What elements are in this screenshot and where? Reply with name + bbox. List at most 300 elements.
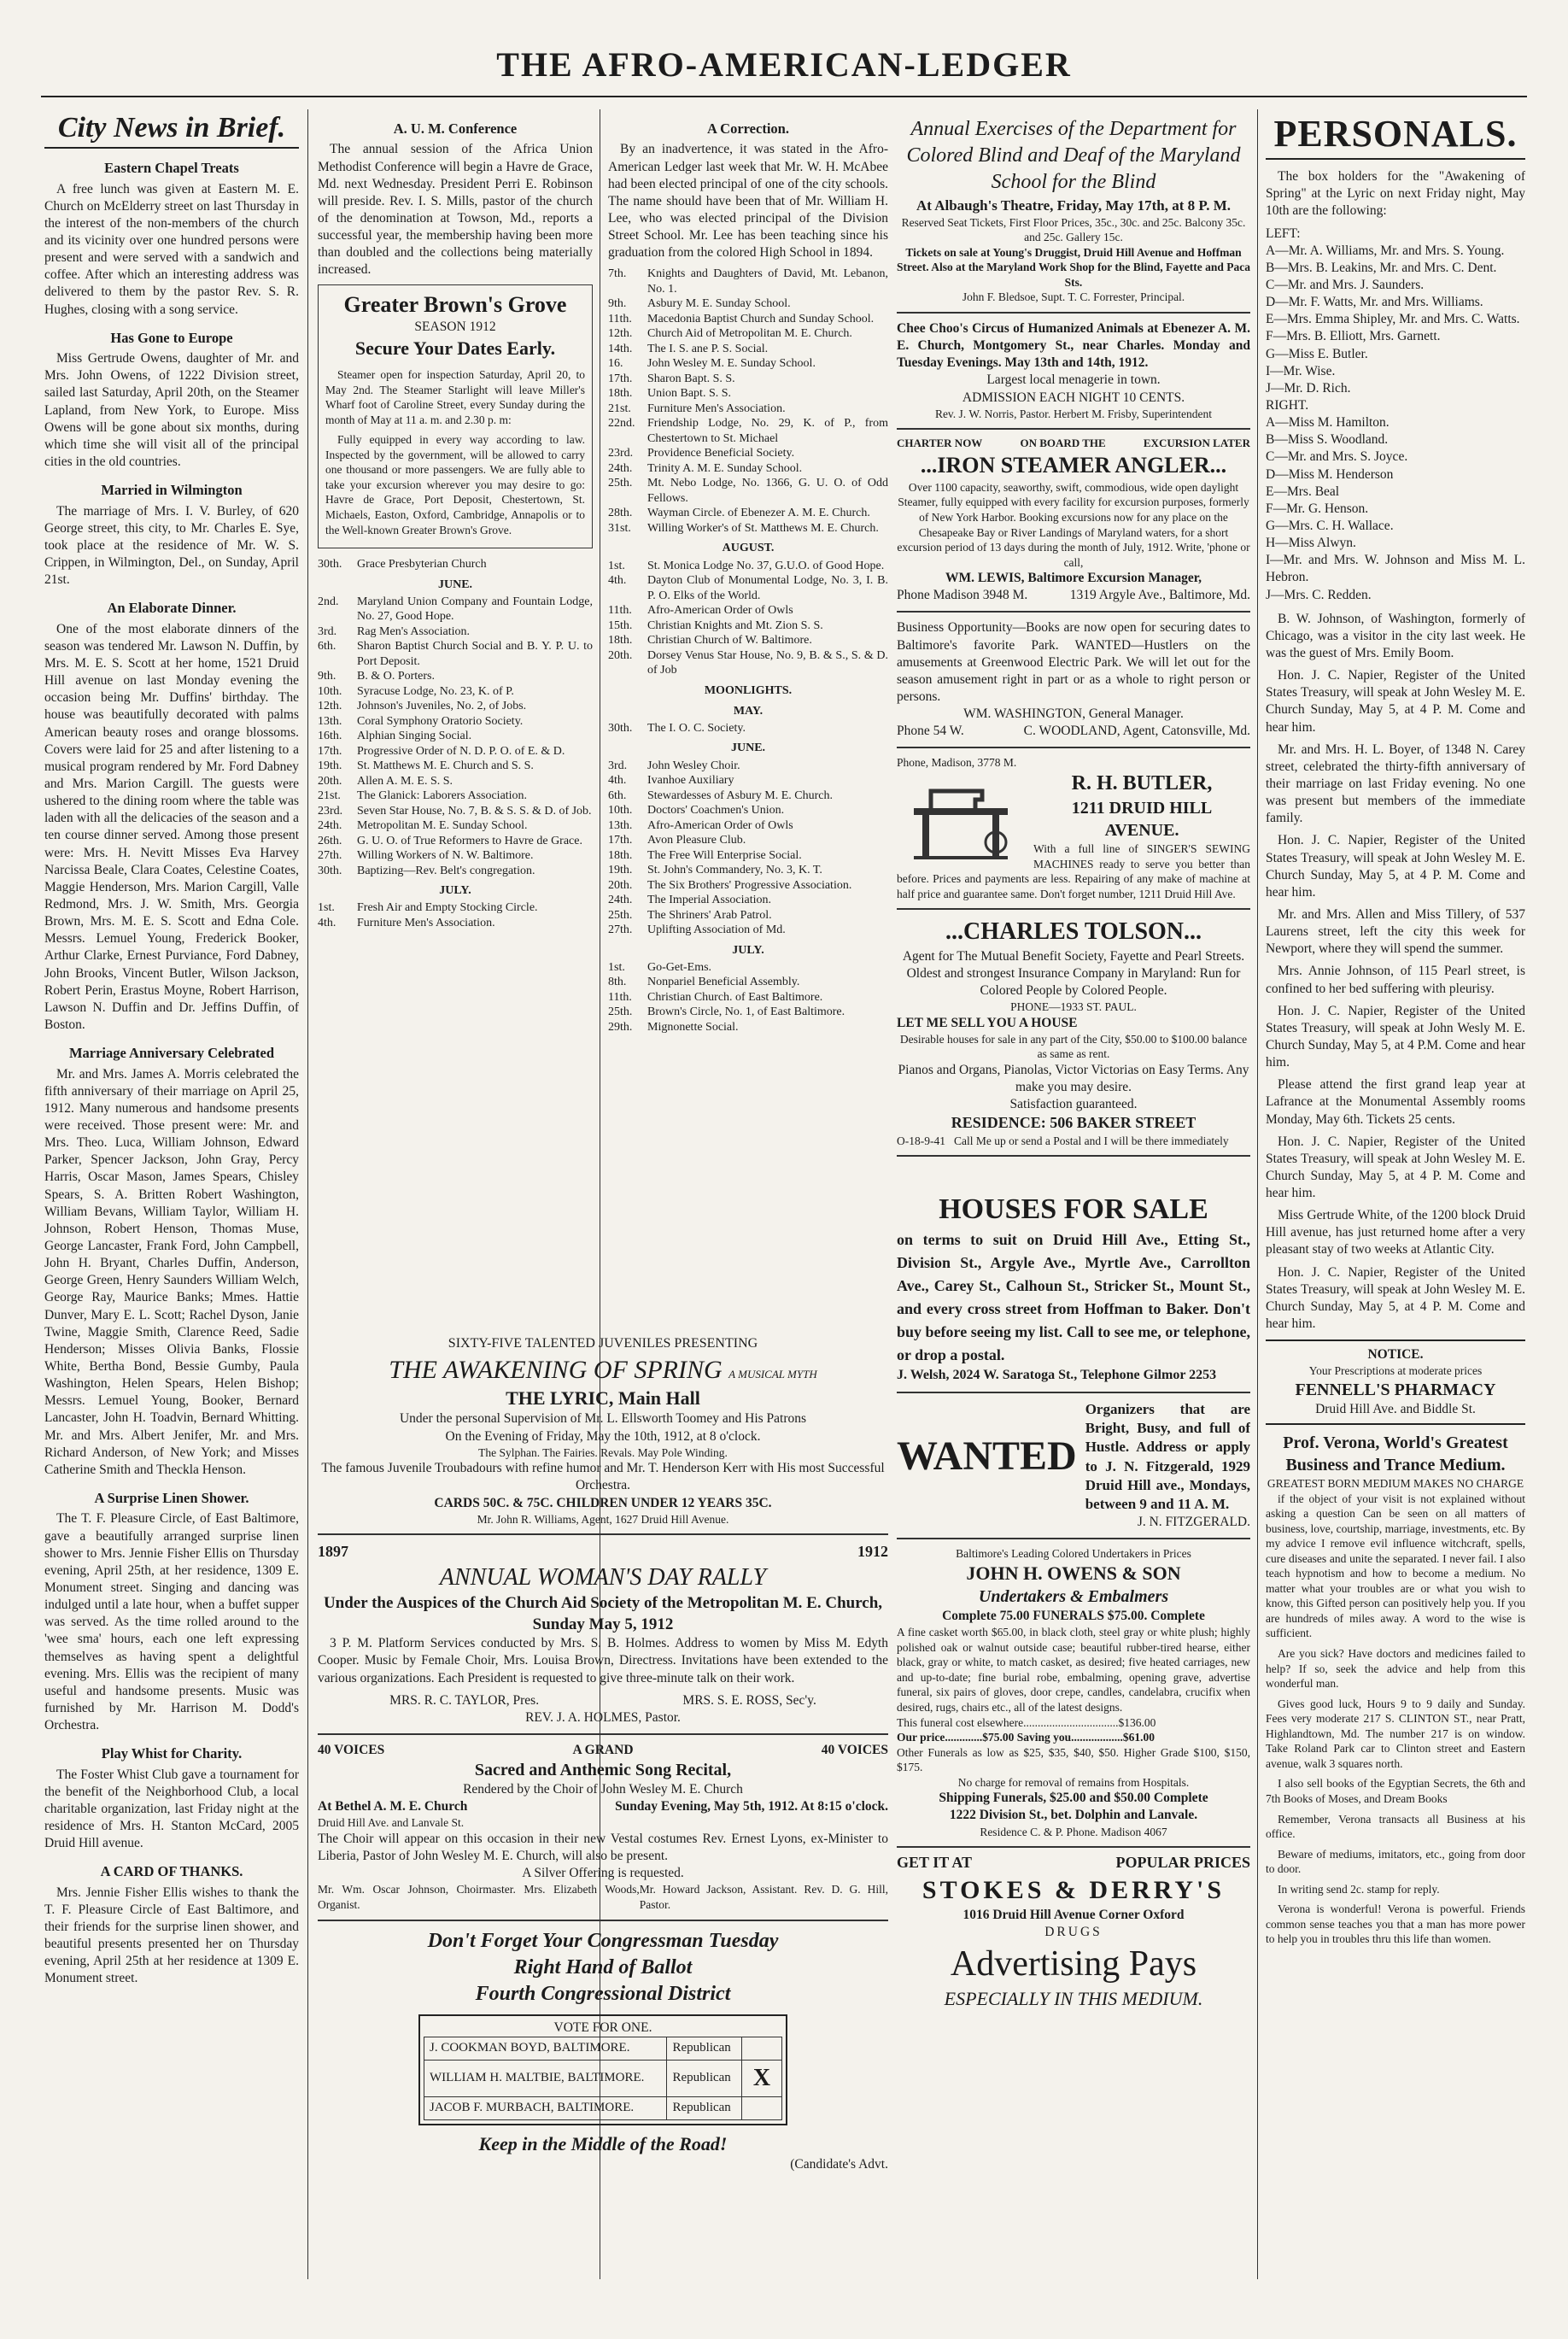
tolson-l3: Desirable houses for sale in any part of the City, $50.00 to $100.00 balance as same as rent. xyxy=(899,1032,1248,1061)
grove-p1: Steamer open for inspection Saturday, April 20, to May 2nd. The Steamer Starlight will leave Miller's Wharf foot of Caroline Street, every Sunday during the month of May at 11 a. m. and 2.30 p. m: xyxy=(325,368,585,426)
calendar-row xyxy=(608,759,888,774)
recital-when xyxy=(318,1798,888,1815)
news-item-title: Married in Wilmington xyxy=(101,482,243,499)
owens-top: Baltimore's Leading Colored Undertakers in Prices xyxy=(956,1546,1191,1560)
calendar-event: John Wesley M. E. Sunday School. xyxy=(647,357,816,371)
calendar-row xyxy=(318,624,593,640)
stokes-adv1: Advertising Pays xyxy=(950,1943,1197,1984)
calendar-event: Uplifting Association of Md. xyxy=(647,923,786,937)
calendar-event: Church Aid of Metropolitan M. E. Church. xyxy=(647,327,852,341)
rally-body: 3 P. M. Platform Services conducted by Mrs. S. B. Holmes. Address to women by Miss M. Edyth Cooper. Music by Female Choir, Mrs. Louisa Brown, Directress. Invitations have been extended to the various organizations. Each President is requested to give three-minute talk on their work. xyxy=(318,1636,888,1685)
calendar-event: Rag Men's Association. xyxy=(357,624,471,638)
ballot-checkbox[interactable] xyxy=(742,2097,782,2120)
personal-item: Mr. and Mrs. H. L. Boyer, of 1348 N. Carey street, celebrated the thirty-fifth anniversary of their marriage on last Friday evening. No one was present but members of the immediate family. xyxy=(1266,742,1525,826)
calendar-row xyxy=(318,639,593,669)
calendar-date: 3rd. xyxy=(318,624,337,638)
awakening-l3: The Sylphan. The Fairies. Revals. May Pole Winding. xyxy=(478,1445,728,1459)
ballot xyxy=(418,2014,787,2125)
calendar-event: The Six Brothers' Progressive Association. xyxy=(647,878,852,892)
blind-ad xyxy=(897,109,1250,314)
calendar-row xyxy=(608,461,888,477)
calendar-row xyxy=(608,402,888,417)
tolson-l7: Call Me up or send a Postal and I will be there immediately xyxy=(954,1134,1229,1147)
grove-ad xyxy=(318,284,593,549)
calendar-event: Christian Church. of East Baltimore. xyxy=(647,990,823,1004)
box-holder-entry: G—Mrs. C. H. Wallace. xyxy=(1266,519,1394,533)
calendar-date: 17th. xyxy=(608,834,633,847)
stokes-left: GET IT AT xyxy=(897,1854,973,1872)
ads-column xyxy=(897,109,1250,2279)
stokes-ad xyxy=(897,1848,1250,2012)
circus-ad xyxy=(897,314,1250,430)
wanted-row xyxy=(897,1400,1250,1514)
verona-sub: GREATEST BORN MEDIUM MAKES NO CHARGE xyxy=(1267,1477,1524,1491)
blind-sale: Tickets on sale at Young's Druggist, Druid Hill Avenue and Hoffman Street. Also at the Maryland Work Shop for the Blind, Fayette and Paca Sts. xyxy=(897,245,1250,289)
tolson-ad xyxy=(897,910,1250,1157)
stokes-adv2: ESPECIALLY IN THIS MEDIUM. xyxy=(944,1988,1203,2010)
calendar-event: Dayton Club of Monumental Lodge, No. 3, I. B. P. O. Elks of the World. xyxy=(647,574,888,602)
calendar-date: 25th. xyxy=(608,477,633,490)
calendar-event: Brown's Circle, No. 1, of East Baltimore. xyxy=(647,1005,845,1019)
personal-item: Miss Gertrude White, of the 1200 block Druid Hill avenue, has just returned home after a very pleasant stay of two weeks at Atlantic City. xyxy=(1266,1208,1525,1257)
box-holder-entry: B—Miss S. Woodland. xyxy=(1266,432,1389,448)
calendar-row xyxy=(608,356,888,372)
butler-body: With a full line of SINGER'S SEWING MACHINES ready to serve you better than before. Prices and payments are less. Repairing of any make of machine at half price and guarantee same. Don't forget number, 1211 Druid Hill Ave. xyxy=(897,842,1250,900)
calendar-row xyxy=(318,699,593,714)
houses-title: HOUSES FOR SALE xyxy=(939,1193,1208,1226)
rally-sub: Under the Auspices of the Church Aid Society of the Metropolitan M. E. Church, Sunday May 5, 1912 xyxy=(323,1593,883,1633)
congress-footer: Keep in the Middle of the Road! xyxy=(478,2132,728,2154)
calendar-row xyxy=(608,848,888,864)
calendar-event: Willing Worker's of St. Matthews M. E. Church. xyxy=(647,521,879,535)
steamer-top xyxy=(897,437,1250,451)
calendar-row xyxy=(318,864,593,879)
personals-header: PERSONALS. xyxy=(1266,109,1525,160)
calendar-row xyxy=(318,744,593,759)
calendar-event: Wayman Circle. of Ebenezer A. M. E. Church. xyxy=(647,507,870,520)
calendar-event: Trinity A. M. E. Sunday School. xyxy=(647,461,803,475)
steamer-title: ...IRON STEAMER ANGLER... xyxy=(920,453,1227,478)
calendar-event: Furniture Men's Association. xyxy=(647,402,786,415)
masthead-rule xyxy=(41,96,1527,97)
calendar-event: Maryland Union Company and Fountain Lodge, No. 27, Good Hope. xyxy=(357,595,593,624)
calendar-month-label: MOONLIGHTS. xyxy=(704,683,793,697)
calendar-date: 22nd. xyxy=(608,417,635,431)
congress-adv: (Candidate's Advt. xyxy=(790,2157,888,2172)
steamer-name: WM. LEWIS, Baltimore Excursion Manager, xyxy=(945,571,1202,586)
personal-item: Mrs. Annie Johnson, of 115 Pearl street, is confined to her bed suffering with pleurisy. xyxy=(1266,964,1525,996)
owens-c2: Our price.............$75.00 Saving you..................$61.00 xyxy=(897,1731,1156,1744)
rally-years xyxy=(318,1542,888,1562)
tolson-l2: LET ME SELL YOU A HOUSE xyxy=(897,1015,1078,1030)
calendar-event: Willing Workers of N. W. Baltimore. xyxy=(357,849,534,863)
calendar-row xyxy=(608,573,888,603)
calendar-date: 2nd. xyxy=(318,595,339,608)
awakening-ad xyxy=(318,1328,888,1535)
calendar-date: 7th. xyxy=(608,267,627,281)
calendar-event: Sharon Baptist Church Social and B. Y. P. U. to Port Deposit. xyxy=(357,640,593,668)
calendar-event: St. John's Commandery, No. 3, K. T. xyxy=(647,864,822,877)
calendar-row xyxy=(608,960,888,976)
owens-c3: Other Funerals as low as $25, $35, $40, $50. Higher Grade $100, $150, $175. xyxy=(897,1745,1250,1774)
rally-pastor: REV. J. A. HOLMES, Pastor. xyxy=(525,1709,681,1725)
calendar-event: Metropolitan M. E. Sunday School. xyxy=(357,819,528,833)
calendar-row xyxy=(608,296,888,312)
boxes-right xyxy=(1266,414,1525,604)
butler-name: R. H. BUTLER, xyxy=(1071,771,1213,794)
verona-p4: I also sell books of the Egyptian Secrets, the 6th and 7th Books of Moses, and Dream Books xyxy=(1266,1777,1525,1805)
ballot-checkbox[interactable]: X xyxy=(742,2060,782,2096)
box-holder-entry: G—Miss E. Butler. xyxy=(1266,346,1368,361)
calendar-row xyxy=(318,900,593,916)
box-holder-entry: D—Mr. F. Watts, Mr. and Mrs. Williams. xyxy=(1266,295,1483,310)
calendar-month-label: JUNE. xyxy=(437,577,473,591)
calendar-date: 30th. xyxy=(318,558,342,572)
news-item-body: The Foster Whist Club gave a tournament for the benefit of the Neighborhood Club, a local charitable organization, last Friday night at the residence of Mrs. H. Stanton McCard, 2005 Druid Hill avenue. xyxy=(44,1767,299,1851)
moonlights-calendar xyxy=(608,267,888,1035)
stokes-addr: 1016 Druid Hill Avenue Corner Oxford xyxy=(962,1907,1185,1922)
calendar-date: 20th. xyxy=(608,648,633,662)
column-divider xyxy=(1257,109,1258,2279)
ballot-row xyxy=(424,2060,782,2096)
calendar-event: Alphian Singing Social. xyxy=(357,730,472,743)
awakening-l4: The famous Juvenile Troubadours with refine humor and Mr. T. Henderson Kerr with His most Successful Orchestra. xyxy=(321,1461,885,1493)
steamer-addr: 1319 Argyle Ave., Baltimore, Md. xyxy=(1069,588,1250,603)
recital-left: 40 VOICES xyxy=(318,1743,385,1758)
ballot-candidate: JACOB F. MURBACH, BALTIMORE. xyxy=(424,2097,667,2120)
owens-c1: This funeral cost elsewhere.................................$136.00 xyxy=(897,1715,1156,1729)
personal-item: Hon. J. C. Napier, Register of the United States Treasury, will speak at John Wesley M. E. Church Sunday, May 5, at 4 P. M. Come and hear him. xyxy=(1266,1134,1525,1201)
calendar-row xyxy=(608,476,888,506)
calendar-date: 25th. xyxy=(608,1005,633,1019)
personals-paragraphs xyxy=(1266,611,1525,1333)
calendar-event: B. & O. Porters. xyxy=(357,670,435,683)
tolson-footer xyxy=(897,1134,1250,1149)
city-news-column xyxy=(44,109,299,2279)
owens-ad xyxy=(897,1539,1250,1848)
owens-c7: Residence C. & P. Phone. Madison 4067 xyxy=(980,1825,1167,1838)
calendar-row xyxy=(318,595,593,624)
calendar-event: Afro-American Order of Owls xyxy=(647,604,793,618)
calendar-row xyxy=(318,818,593,834)
verona-body: if the object of your visit is not explained without asking a question Can be seen on all matters of business, love, courtship, marriage, investments, etc. By my advice I remove evil influence witchcraft, spells, cure diseases and unite the separated. I never fail. I also teach hypnotism and how to become a medium. No matter what your troubles are or what you wish to know, this Gifted person can positively help you. If you are hundreds of miles away. A word to the wise is sufficient. xyxy=(1266,1492,1525,1640)
calendar-event: Fresh Air and Empty Stocking Circle. xyxy=(357,901,538,915)
calendar-row xyxy=(608,416,888,446)
steamer-contact xyxy=(897,587,1250,604)
calendar-date: 27th. xyxy=(608,923,633,937)
wanted-ad xyxy=(897,1393,1250,1539)
news-item-title: Eastern Chapel Treats xyxy=(104,160,239,177)
blind-title: Annual Exercises of the Department for Colored Blind and Deaf of the Maryland School for the Blind xyxy=(906,118,1241,194)
calendar-event: Mt. Nebo Lodge, No. 1366, G. U. O. of Odd Fellows. xyxy=(647,477,888,505)
calendar-event: Go-Get-Ems. xyxy=(647,960,712,974)
owens-c4: No charge for removal of remains from Hospitals. xyxy=(957,1775,1190,1789)
recital-l2b: Sunday Evening, May 5th, 1912. At 8:15 o'clock. xyxy=(615,1799,888,1814)
calendar-row xyxy=(318,804,593,819)
steamer-phone: Phone Madison 3948 M. xyxy=(897,588,1028,603)
calendar-row xyxy=(608,788,888,804)
calendar-event: Afro-American Order of Owls xyxy=(647,818,793,832)
calendar-row xyxy=(318,774,593,789)
tolson-l6: RESIDENCE: 506 BAKER STREET xyxy=(951,1114,1196,1132)
calendar-event: Seven Star House, No. 7, B. & S. S. & D. of Job. xyxy=(357,804,592,818)
calendar-date: 15th. xyxy=(608,618,633,632)
news-item-title: A CARD OF THANKS. xyxy=(100,1863,243,1880)
boxes-left-label: LEFT: xyxy=(1266,226,1301,241)
notice-ad xyxy=(1266,1340,1525,1425)
calendar-row xyxy=(608,372,888,387)
grove-calendar xyxy=(318,557,593,930)
calendar-row xyxy=(318,684,593,700)
calendar-row xyxy=(608,773,888,788)
verona-p6: Beware of mediums, imitators, etc., going from door to door. xyxy=(1266,1847,1525,1876)
news-item-body: Miss Gertrude Owens, daughter of Mr. and Mrs. John Owens, of 1222 Division street, sailed last Saturday, April 20th, on the Steamer Lapland, from New York, to Europe. Miss Owens will be gone about six months, during which time she will visit all of the principal cities in the old countries. xyxy=(44,351,299,470)
calendar-event: Christian Knights and Mt. Zion S. S. xyxy=(647,618,823,632)
greenwood-contact xyxy=(897,723,1250,740)
calendar-date: 24th. xyxy=(608,461,633,475)
awakening-aside: A MUSICAL MYTH xyxy=(728,1367,817,1381)
calendar-date: 18th. xyxy=(608,634,633,648)
calendar-row xyxy=(608,506,888,521)
calendar-month-label: MAY. xyxy=(733,704,764,718)
verona-ad xyxy=(1266,1432,1525,1947)
calendar-row xyxy=(318,714,593,730)
calendar-date: 8th. xyxy=(608,976,627,989)
tolson-code: O-18-9-41 xyxy=(897,1134,945,1147)
calendar-row xyxy=(608,975,888,990)
calendar-date: 29th. xyxy=(608,1020,633,1034)
calendar-date: 24th. xyxy=(608,894,633,907)
personal-item: B. W. Johnson, of Washington, formerly of Chicago, was a visitor in the city last week. He was the guest of Mrs. Emily Boom. xyxy=(1266,611,1525,660)
calendar-event: St. Monica Lodge No. 37, G.U.O. of Good Hope. xyxy=(647,559,885,572)
calendar-event: The I. S. ane P. S. Social. xyxy=(647,342,769,355)
calendar-event: Doctors' Coachmen's Union. xyxy=(647,804,785,818)
congress-l2: Right Hand of Ballot xyxy=(513,1955,693,1978)
calendar-date: 19th. xyxy=(318,759,342,773)
recital-staff xyxy=(318,1882,888,1912)
stokes-drugs: DRUGS xyxy=(1044,1924,1103,1939)
calendar-event: The I. O. C. Society. xyxy=(647,721,746,735)
calendar-date: 6th. xyxy=(318,640,336,654)
calendar-event: Macedonia Baptist Church and Sunday School. xyxy=(647,312,875,325)
calendar-row xyxy=(608,521,888,536)
personals-intro: The box holders for the "Awakening of Spring" at the Lyric on next Friday night, May 10th are the following: xyxy=(1266,169,1525,219)
calendar-date: 9th. xyxy=(318,670,336,683)
calendar-date: 24th. xyxy=(318,819,342,833)
calendar-row xyxy=(318,788,593,804)
calendar-event: Christian Church of W. Baltimore. xyxy=(647,634,812,648)
box-holder-entry: I—Mr. and Mrs. W. Johnson and Miss M. L. Hebron. xyxy=(1266,553,1525,585)
calendar-row xyxy=(318,759,593,774)
calendar-row xyxy=(608,633,888,648)
calendar-event: St. Matthews M. E. Church and S. S. xyxy=(357,759,534,773)
owens-price: Complete 75.00 FUNERALS $75.00. Complete xyxy=(942,1609,1205,1624)
steamer-mid: ON BOARD THE xyxy=(1020,437,1106,450)
news-item-body: One of the most elaborate dinners of the season was tendered Mr. Lawson N. Duffin, by Mrs. M. E. S. Scott at her home, 1521 Druid Hill avenue on last Monday evening the occasion being Mr. Duffins' birthday. The house was beautifully decorated with palms American beauty roses and orange blossoms. Covers were laid for 25 and after listening to a musical program rendered by Mr. Ford Dabney and Mrs. Marion Cargill. The guests were ushered to the dining room where the table was laden with all the delicacies of the season and a ten course dinner served. Among those present were: Mrs. H. Nevitt Misses Eva Harvey Narcissa Beale, Clara Coates, Celestine Coates, Maggie Henderson, Mrs. Marion Cargill, Valle Redmond, Mrs. J. W. Smith, Mrs. Georgia Brown, Mrs. M. E. S. Scott and Edna Cole. Messrs. Lemuel Young, Frederick Booker, Arthur Clarke, Ernest Purviance, Ford Dabney, John Brooks, Vincent Butler, Wilson Jackson, Robert Perin, Erastus Moyne, Robert Harrison, Lawson N. Duffin and Dr. Jeffins Duffin, of Boston. xyxy=(44,621,299,1032)
calendar-event: Progressive Order of N. D. P. O. of E. & D. xyxy=(357,744,565,758)
recital-l1: Rendered by the Choir of John Wesley M. E. Church xyxy=(463,1782,743,1797)
recital-ad xyxy=(318,1735,888,1920)
calendar-date: 1st. xyxy=(608,559,625,572)
calendar-date: 9th. xyxy=(608,297,627,311)
calendar-event: Johnson's Juveniles, No. 2, of Jobs. xyxy=(357,700,527,713)
calendar-date: 13th. xyxy=(608,818,633,832)
recital-title: Sacred and Anthemic Song Recital, xyxy=(474,1761,732,1780)
calendar-row xyxy=(318,669,593,684)
wanted-sig: J. N. FITZGERALD. xyxy=(1137,1514,1250,1529)
aum-body: The annual session of the Africa Union Methodist Conference will begin a Havre de Grace, Md. next Wednesday. President Perri E. Robinson will preside. Rev. I. S. Mills, pastor of the church of the denomination at Towson, Md., reports a successful year, the membership having been more than doubled and the collections being materially increased. xyxy=(318,142,593,278)
calendar-row xyxy=(318,729,593,744)
notice-l2: FENNELL'S PHARMACY xyxy=(1295,1380,1496,1399)
greenwood-l2: WM. WASHINGTON, General Manager. xyxy=(963,706,1184,722)
column-divider xyxy=(307,109,308,2279)
awakening-l1: Under the personal Supervision of Mr. L. Ellsworth Toomey and His Patrons xyxy=(399,1411,807,1427)
owens-c6: 1222 Division St., bet. Dolphin and Lanvale. xyxy=(949,1808,1198,1823)
personal-item: Mr. and Mrs. Allen and Miss Tillery, of 537 Laurens street, left the city this week for Newport, where they will spend the summer. xyxy=(1266,906,1525,957)
rally-sec: MRS. S. E. ROSS, Sec'y. xyxy=(682,1692,816,1708)
calendar-event: The Free Will Enterprise Social. xyxy=(647,848,802,862)
city-news-header: City News in Brief. xyxy=(44,109,299,149)
calendar-date: 23rd. xyxy=(318,804,343,818)
circus-l3: ADMISSION EACH NIGHT 10 CENTS. xyxy=(962,390,1185,405)
box-holder-entry: C—Mr. and Mrs. J. Saunders. xyxy=(1266,278,1425,293)
box-holder-entry: F—Mrs. B. Elliott, Mrs. Garnett. xyxy=(1266,329,1441,344)
box-holder-entry: H—Miss Alwyn. xyxy=(1266,536,1356,551)
news-item-title: An Elaborate Dinner. xyxy=(107,600,237,617)
recital-l5: A Silver Offering is requested. xyxy=(522,1866,684,1881)
box-holder-entry: J—Mr. D. Rich. xyxy=(1266,380,1351,396)
circus-l4: Rev. J. W. Norris, Pastor. Herbert M. Frisby, Superintendent xyxy=(934,407,1213,420)
aum-grove-column xyxy=(318,109,593,1314)
awakening-l5: CARDS 50C. & 75C. CHILDREN UNDER 12 YEARS 35C. xyxy=(434,1495,772,1510)
box-holder-entry: A—Miss M. Hamilton. xyxy=(1266,415,1390,431)
calendar-event: Mignonette Social. xyxy=(647,1020,739,1034)
rally-title: ANNUAL WOMAN'S DAY RALLY xyxy=(439,1563,767,1591)
calendar-date: 4th. xyxy=(608,774,627,788)
calendar-row xyxy=(608,618,888,634)
butler-phone: Phone, Madison, 3778 M. xyxy=(897,756,1017,770)
greenwood-l3: C. WOODLAND, Agent, Catonsville, Md. xyxy=(1023,724,1250,739)
owens-name: JOHN H. OWENS & SON xyxy=(966,1562,1181,1584)
calendar-event: Avon Pleasure Club. xyxy=(647,834,746,847)
calendar-date: 30th. xyxy=(608,721,633,735)
news-item-title: Play Whist for Charity. xyxy=(101,1745,243,1762)
rally-ad xyxy=(318,1535,888,1735)
ballot-checkbox[interactable] xyxy=(742,2037,782,2061)
calendar-row xyxy=(608,893,888,908)
calendar-date: 28th. xyxy=(608,507,633,520)
personals-column xyxy=(1266,109,1525,2279)
calendar-row xyxy=(608,990,888,1005)
tolson-name: ...CHARLES TOLSON... xyxy=(945,918,1202,946)
calendar-row xyxy=(608,559,888,574)
calendar-event: Grace Presbyterian Church xyxy=(357,558,487,572)
calendar-row xyxy=(608,1020,888,1035)
aum-title: A. U. M. Conference xyxy=(393,120,518,137)
calendar-month-label: JULY. xyxy=(732,943,764,957)
correction-body: By an inadvertence, it was stated in the Afro-American Ledger last week that Mr. W. H. McAbee had been elected principal of one of the city schools. The name should have been that of Mr. William H. Lee, who was elected principal of the Division Street School. Mr. Lee has been teaching since his graduation from the colored High School in 1894. xyxy=(608,142,888,261)
stokes-name: STOKES & DERRY'S xyxy=(921,1875,1226,1904)
calendar-date: 11th. xyxy=(608,312,632,325)
personal-item: Hon. J. C. Napier, Register of the United States Treasury, will speak at John Wesley M. E. Church Sunday, May 5, at 4 P. M. Come and hear him. xyxy=(1266,1264,1525,1332)
calendar-event: G. U. O. of True Reformers to Havre de Grace. xyxy=(357,834,582,847)
calendar-date: 6th. xyxy=(608,788,627,802)
correction-title: A Correction. xyxy=(707,120,789,137)
calendar-month-label: JULY. xyxy=(439,884,471,898)
calendar-date: 20th. xyxy=(608,878,633,892)
calendar-event: The Imperial Association. xyxy=(647,894,772,907)
calendar-event: The Shriners' Arab Patrol. xyxy=(647,908,772,922)
blind-when: At Albaugh's Theatre, Friday, May 17th, at 8 P. M. xyxy=(916,196,1232,214)
recital-voices xyxy=(318,1742,888,1759)
calendar-event: Knights and Daughters of David, Mt. Lebanon, No. 1. xyxy=(647,267,888,296)
calendar-event: Providence Beneficial Society. xyxy=(647,447,795,460)
box-holder-entry: C—Mr. and Mrs. S. Joyce. xyxy=(1266,449,1408,465)
steamer-body: Over 1100 capacity, seaworthy, swift, commodious, wide open daylight Steamer, fully equipped with every facility for excursion purposes, formerly of New York Harbor. Booking excursions now for any place on the Chesapeake Bay or River Landings of Maryland waters, for a short excursion period of 13 days during the month of July, 1912. Write, 'phone or call, xyxy=(897,480,1250,569)
rally-pres: MRS. R. C. TAYLOR, Pres. xyxy=(389,1692,540,1708)
calendar-date: 26th. xyxy=(318,834,342,847)
verona-p3: Gives good luck, Hours 9 to 9 daily and Sunday. Fees very moderate 217 S. CLINTON ST., near Pratt, Highlandtown, Md. The number 217 is on window. Take Roland Park car to Clinton street and Eastern avenue, walk 3 squares north. xyxy=(1266,1697,1525,1770)
calendar-event: Ivanhoe Auxiliary xyxy=(647,774,734,788)
rally-officers xyxy=(318,1692,888,1709)
box-holder-entry: E—Mrs. Emma Shipley, Mr. and Mrs. C. Watts. xyxy=(1266,312,1520,327)
tolson-l5: Satisfaction guaranteed. xyxy=(1009,1097,1138,1112)
calendar-date: 31st. xyxy=(608,521,631,535)
calendar-date: 11th. xyxy=(608,990,632,1004)
calendar-date: 16. xyxy=(608,357,623,371)
steamer-left: CHARTER NOW xyxy=(897,437,983,450)
greenwood-ad xyxy=(897,613,1250,748)
ballot-table xyxy=(424,2037,782,2119)
congress-l1: Don't Forget Your Congressman Tuesday xyxy=(427,1929,779,1952)
calendar-date: 13th. xyxy=(318,714,342,728)
calendar-row xyxy=(608,803,888,818)
calendar-event: Asbury M. E. Sunday School. xyxy=(647,297,791,311)
ballot-candidate: WILLIAM H. MALTBIE, BALTIMORE. xyxy=(424,2060,667,2096)
calendar-event: Syracuse Lodge, No. 23, K. of P. xyxy=(357,684,514,698)
verona-p8: Verona is wonderful! Verona is powerful. Friends common sense teaches you that a man has more power to help you in troubles thru this life than women. xyxy=(1266,1902,1525,1946)
recital-l3: Druid Hill Ave. and Lanvale St. xyxy=(318,1816,465,1830)
circus-body: Chee Choo's Circus of Humanized Animals at Ebenezer A. M. E. Church, Montgomery St., near Charles. Monday and Tuesday Evenings. May 13th and 14th, 1912. xyxy=(897,320,1250,371)
recital-l6: Mr. Wm. Oscar Johnson, Choirmaster. Mrs. Elizabeth Woods, Organist. xyxy=(318,1883,640,1911)
calendar-date: 21st. xyxy=(318,789,341,803)
calendar-month-label: AUGUST. xyxy=(722,542,775,555)
ballot-row xyxy=(424,2097,782,2120)
notice-l1: Your Prescriptions at moderate prices xyxy=(1308,1364,1483,1378)
calendar-event: Dorsey Venus Star House, No. 9, B. & S., S. & D. of Job xyxy=(647,648,888,677)
box-holder-entry: F—Mr. G. Henson. xyxy=(1266,501,1369,516)
calendar-row xyxy=(608,818,888,834)
ballot-candidate: J. COOKMAN BOYD, BALTIMORE. xyxy=(424,2037,667,2061)
calendar-row xyxy=(608,312,888,327)
calendar-row xyxy=(608,833,888,848)
calendar-date: 16th. xyxy=(318,730,342,743)
calendar-row xyxy=(318,834,593,849)
correction-column xyxy=(608,109,888,1314)
houses-ad xyxy=(897,1157,1250,1393)
recital-right: 40 VOICES xyxy=(821,1743,888,1758)
personal-item: Hon. J. C. Napier, Register of the United States Treasury, will speak at John Wesley M. E. Church Sunday, May 5, at 4 P. M. Come and hear him. xyxy=(1266,668,1525,735)
owens-sub: Undertakers & Embalmers xyxy=(978,1587,1169,1607)
congress-l3: Fourth Congressional District xyxy=(475,1982,731,2005)
calendar-event: Coral Symphony Oratorio Society. xyxy=(357,714,524,728)
calendar-row xyxy=(608,326,888,342)
awakening-title-line xyxy=(318,1353,888,1386)
box-holder-entry: J—Mrs. C. Redden. xyxy=(1266,587,1372,602)
calendar-row xyxy=(608,446,888,461)
wanted-big: WANTED xyxy=(897,1433,1077,1480)
blind-prices: Reserved Seat Tickets, First Floor Prices, 35c., 30c. and 25c. Balcony 35c. and 25c. Gallery 15c. xyxy=(901,215,1246,244)
